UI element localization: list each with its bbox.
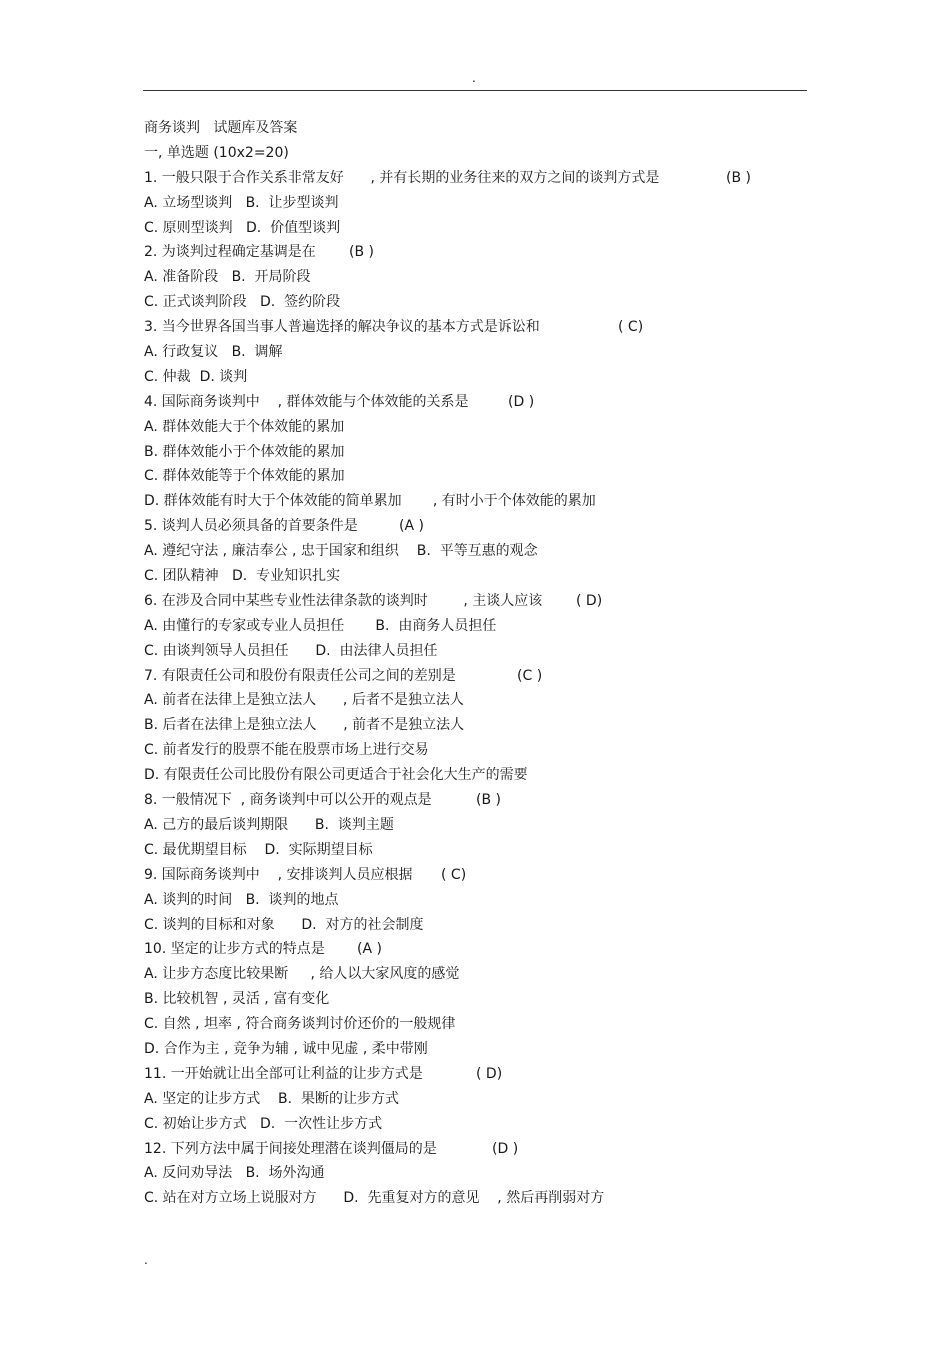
answer-label: (A ) (357, 941, 382, 958)
option-text: A. 谈判的时间 B. 谈判的地点 (144, 891, 339, 908)
option-line (144, 688, 824, 713)
option-line (144, 738, 824, 763)
question-line (144, 788, 824, 813)
question-line (144, 315, 824, 340)
question-line (144, 589, 824, 614)
option-text: A. 让步方态度比较果断 , 给人以大家风度的感觉 (144, 966, 460, 983)
question-line (144, 937, 824, 962)
option-line (144, 1161, 824, 1186)
option-line (144, 962, 824, 987)
answer-label: ( C) (618, 319, 644, 336)
header-mark: . (472, 71, 476, 85)
option-text: A. 行政复议 B. 调解 (144, 344, 283, 361)
option-line (144, 415, 824, 440)
document-body (144, 116, 824, 1211)
option-text: C. 群体效能等于个体效能的累加 (144, 468, 345, 485)
question-line (144, 166, 824, 191)
question-line (144, 863, 824, 888)
section-heading: 一, 单选题 (10x2=20) (144, 144, 289, 161)
option-line (144, 340, 824, 365)
question-text: 3. 当今世界各国当事人普遍选择的解决争议的基本方式是诉讼和 (144, 319, 540, 336)
option-text: C. 正式谈判阶段 D. 签约阶段 (144, 294, 341, 311)
header-rule (143, 90, 807, 91)
option-text: A. 前者在法律上是独立法人 , 后者不是独立法人 (144, 692, 464, 709)
document-title: 商务谈判 试题库及答案 (144, 120, 298, 136)
question-line (144, 1062, 824, 1087)
option-line (144, 888, 824, 913)
option-text: D. 群体效能有时大于个体效能的简单累加 , 有时小于个体效能的累加 (144, 493, 596, 510)
option-line (144, 838, 824, 863)
option-line (144, 440, 824, 465)
option-text: A. 坚定的让步方式 B. 果断的让步方式 (144, 1090, 399, 1107)
question-text: 2. 为谈判过程确定基调是在 (144, 244, 316, 261)
option-text: A. 立场型谈判 B. 让步型谈判 (144, 194, 339, 211)
option-line (144, 290, 824, 315)
option-line (144, 216, 824, 241)
option-text: C. 自然 , 坦率 , 符合商务谈判讨价还价的一般规律 (144, 1016, 456, 1033)
question-text: 10. 坚定的让步方式的特点是 (144, 941, 325, 958)
option-text: C. 站在对方立场上说服对方 D. 先重复对方的意见 , 然后再削弱对方 (144, 1190, 605, 1207)
answer-label: ( C) (441, 866, 467, 883)
question-text: 8. 一般情况下 , 商务谈判中可以公开的观点是 (144, 792, 432, 809)
option-line (144, 564, 824, 589)
option-text: B. 比较机智 , 灵活 , 富有变化 (144, 991, 330, 1008)
option-text: C. 原则型谈判 D. 价值型谈判 (144, 219, 341, 236)
option-text: A. 反问劝导法 B. 场外沟通 (144, 1165, 325, 1182)
option-line (144, 1087, 824, 1112)
option-line (144, 539, 824, 564)
question-text: 5. 谈判人员必须具备的首要条件是 (144, 518, 358, 535)
option-line (144, 1186, 824, 1211)
option-line (144, 813, 824, 838)
question-text: 11. 一开始就让出全部可让利益的让步方式是 (144, 1065, 423, 1082)
option-line (144, 489, 824, 514)
option-line (144, 987, 824, 1012)
question-line (144, 240, 824, 265)
option-line (144, 763, 824, 788)
option-text: C. 谈判的目标和对象 D. 对方的社会制度 (144, 916, 424, 933)
option-line (144, 365, 824, 390)
option-text: B. 群体效能小于个体效能的累加 (144, 443, 345, 460)
option-text: C. 团队精神 D. 专业知识扎实 (144, 568, 341, 585)
option-line (144, 713, 824, 738)
option-text: A. 准备阶段 B. 开局阶段 (144, 269, 311, 286)
option-text: C. 前者发行的股票不能在股票市场上进行交易 (144, 742, 429, 759)
option-text: D. 合作为主 , 竞争为辅 , 诚中见虚 , 柔中带刚 (144, 1040, 428, 1057)
question-line (144, 664, 824, 689)
question-text: 6. 在涉及合同中某些专业性法律条款的谈判时 , 主谈人应该 (144, 592, 543, 609)
option-text: C. 初始让步方式 D. 一次性让步方式 (144, 1115, 383, 1132)
option-line (144, 614, 824, 639)
option-text: A. 由懂行的专家或专业人员担任 B. 由商务人员担任 (144, 617, 497, 634)
option-text: C. 仲裁 D. 谈判 (144, 368, 248, 385)
question-list (144, 166, 824, 1211)
option-text: C. 最优期望目标 D. 实际期望目标 (144, 841, 373, 858)
option-text: A. 群体效能大于个体效能的累加 (144, 418, 345, 435)
option-text: C. 由谈判领导人员担任 D. 由法律人员担任 (144, 642, 438, 659)
footer-mark: . (144, 1253, 148, 1267)
answer-label: ( D) (476, 1065, 503, 1082)
question-text: 4. 国际商务谈判中 , 群体效能与个体效能的关系是 (144, 393, 469, 410)
question-line (144, 514, 824, 539)
answer-label: (C ) (517, 667, 543, 684)
option-text: A. 己方的最后谈判期限 B. 谈判主题 (144, 816, 394, 833)
option-line (144, 1012, 824, 1037)
option-line (144, 191, 824, 216)
answer-label: ( D) (576, 592, 603, 609)
question-text: 7. 有限责任公司和股份有限责任公司之间的差别是 (144, 667, 456, 684)
option-line (144, 913, 824, 938)
option-line (144, 265, 824, 290)
answer-label: (A ) (399, 518, 424, 535)
option-line (144, 639, 824, 664)
option-line (144, 1112, 824, 1137)
answer-label: (D ) (492, 1140, 519, 1157)
answer-label: (B ) (726, 169, 751, 186)
question-line (144, 390, 824, 415)
option-line (144, 1037, 824, 1062)
answer-label: (B ) (476, 792, 501, 809)
answer-label: (B ) (349, 244, 374, 261)
option-line (144, 464, 824, 489)
option-text: D. 有限责任公司比股份有限公司更适合于社会化大生产的需要 (144, 767, 528, 784)
question-text: 12. 下列方法中属于间接处理潜在谈判僵局的是 (144, 1140, 437, 1157)
option-text: A. 遵纪守法 , 廉洁奉公 , 忠于国家和组织 B. 平等互惠的观念 (144, 543, 538, 560)
option-text: B. 后者在法律上是独立法人 , 前者不是独立法人 (144, 717, 465, 734)
answer-label: (D ) (508, 393, 535, 410)
question-text: 9. 国际商务谈判中 , 安排谈判人员应根据 (144, 866, 413, 883)
question-text: 1. 一般只限于合作关系非常友好 , 并有长期的业务往来的双方之间的谈判方式是 (144, 169, 660, 186)
question-line (144, 1137, 824, 1162)
